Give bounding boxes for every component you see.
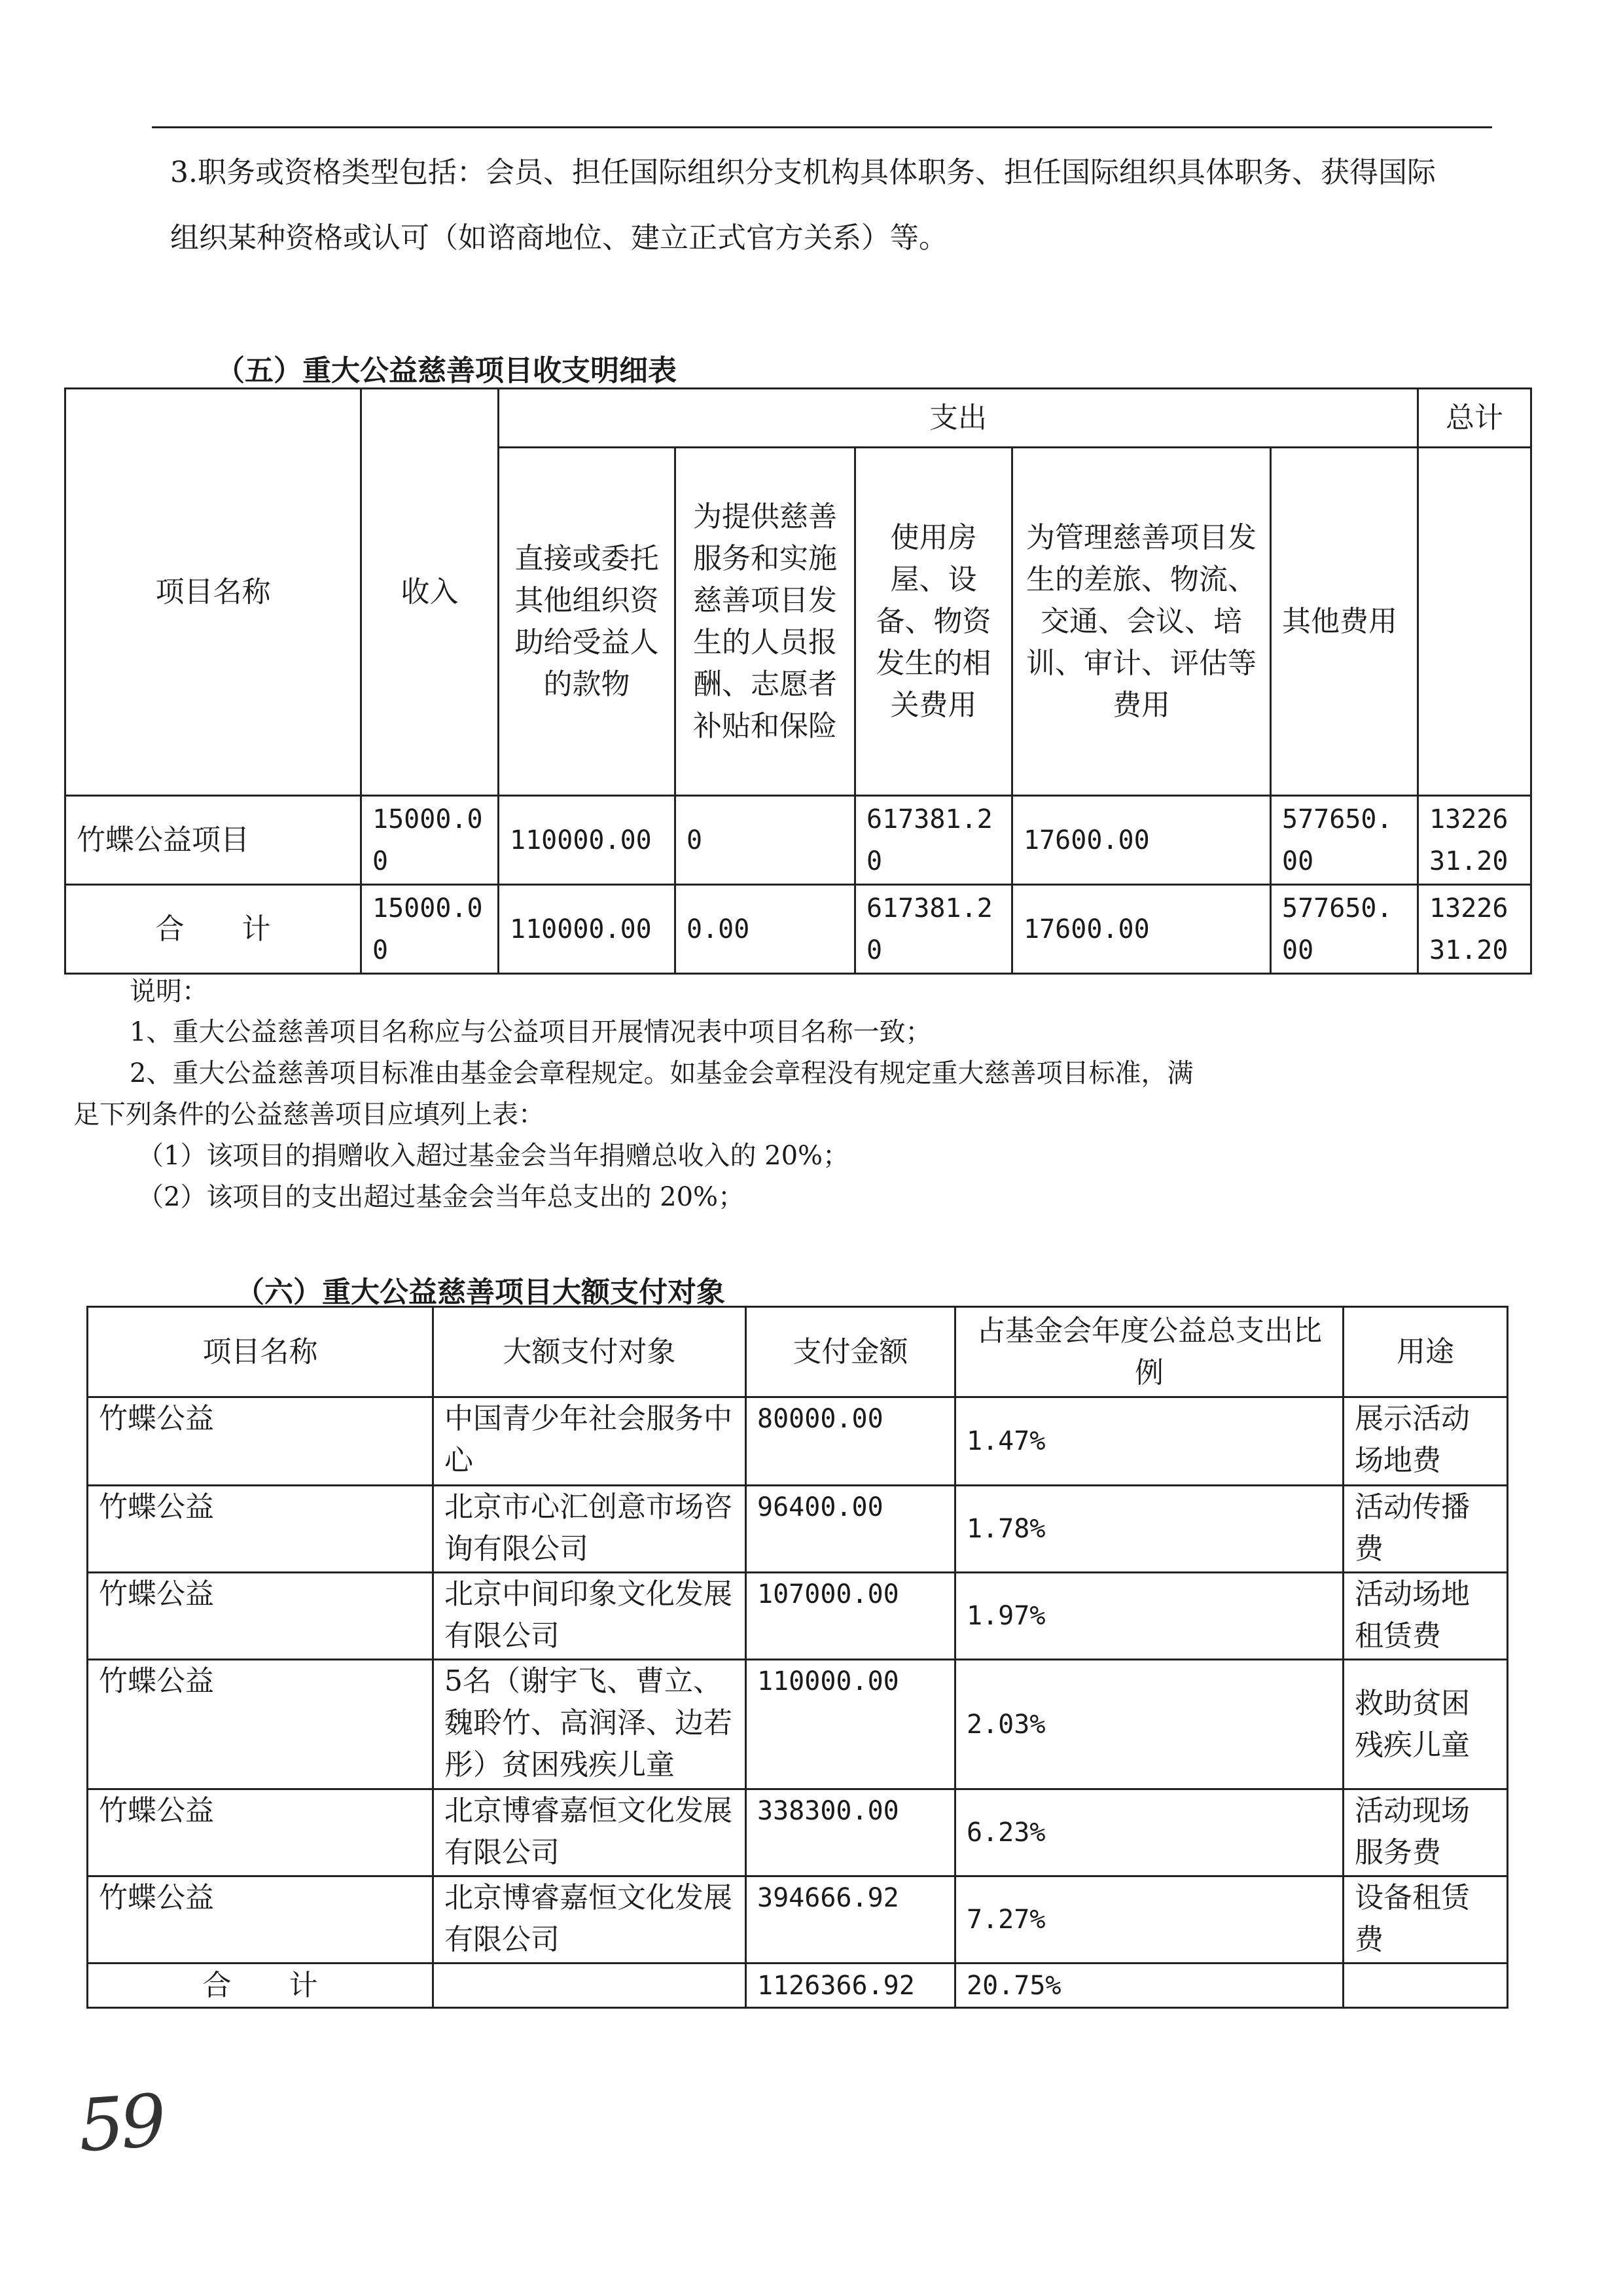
- row-amount: 80000.00: [746, 1397, 955, 1486]
- row-total: 1322631.20: [1418, 885, 1531, 974]
- header-payee: 大额支付对象: [433, 1307, 746, 1397]
- row-payee: 北京市心汇创意市场咨询有限公司: [433, 1486, 746, 1573]
- row-project: 竹蝶公益: [88, 1789, 433, 1876]
- row-project: 竹蝶公益: [88, 1573, 433, 1660]
- row-col2: 0: [675, 796, 855, 885]
- header-col2: 为提供慈善服务和实施慈善项目发生的人员报酬、志愿者补贴和保险: [675, 448, 855, 796]
- row-col5: 577650.00: [1271, 885, 1418, 974]
- row-col1: 110000.00: [499, 796, 675, 885]
- table-row: [65, 796, 1531, 885]
- note-4: （2）该项目的支出超过基金会当年总支出的 20%；: [137, 1182, 745, 1212]
- row-col4: 17600.00: [1012, 885, 1271, 974]
- notes-title: 说明：: [130, 977, 208, 1007]
- section6-title: （六）重大公益慈善项目大额支付对象: [236, 1276, 725, 1309]
- table-row-total: [88, 1964, 1508, 2008]
- header-ratio: 占基金会年度公益总支出比例: [955, 1307, 1344, 1397]
- total-payee: [433, 1964, 746, 2008]
- total-ratio: 20.75%: [955, 1964, 1344, 2008]
- section5-title: （五）重大公益慈善项目收支明细表: [216, 354, 677, 387]
- row-payee: 北京博睿嘉恒文化发展有限公司: [433, 1789, 746, 1876]
- income-expense-table: [64, 387, 1532, 975]
- header-amount: 支付金额: [746, 1307, 955, 1397]
- table-row: [88, 1660, 1508, 1789]
- header-total-blank: [1418, 448, 1531, 796]
- table-row: [88, 1573, 1508, 1660]
- row-ratio: 1.97%: [955, 1573, 1344, 1660]
- handwritten-page-number: 59: [75, 2078, 166, 2168]
- row-amount: 110000.00: [746, 1660, 955, 1789]
- row-col5: 577650.00: [1271, 796, 1418, 885]
- row-col3: 617381.20: [855, 885, 1012, 974]
- row-payee: 北京中间印象文化发展有限公司: [433, 1573, 746, 1660]
- header-purpose: 用途: [1344, 1307, 1508, 1397]
- row-ratio: 7.27%: [955, 1876, 1344, 1964]
- row-purpose: 设备租赁费: [1344, 1876, 1508, 1964]
- header-income: 收入: [361, 389, 499, 796]
- intro-line-1: 3.职务或资格类型包括：会员、担任国际组织分支机构具体职务、担任国际组织具体职务、获得国际: [170, 156, 1436, 189]
- row-amount: 338300.00: [746, 1789, 955, 1876]
- header-rule: [152, 126, 1492, 128]
- header-project: 项目名称: [88, 1307, 433, 1397]
- row-income: 15000.00: [361, 796, 499, 885]
- row-ratio: 1.47%: [955, 1397, 1344, 1486]
- header-col1: 直接或委托其他组织资助给受益人的款物: [499, 448, 675, 796]
- large-payments-table: [86, 1306, 1508, 2009]
- row-payee: 中国青少年社会服务中心: [433, 1397, 746, 1486]
- header-project: 项目名称: [65, 389, 361, 796]
- row-name: 竹蝶公益项目: [65, 796, 361, 885]
- table-row: [88, 1876, 1508, 1964]
- row-purpose: 展示活动场地费: [1344, 1397, 1508, 1486]
- row-payee: 北京博睿嘉恒文化发展有限公司: [433, 1876, 746, 1964]
- row-payee: 5名（谢宇飞、曹立、魏聆竹、高润泽、边若彤）贫困残疾儿童: [433, 1660, 746, 1789]
- row-col3: 617381.20: [855, 796, 1012, 885]
- row-income: 15000.00: [361, 885, 499, 974]
- row-project: 竹蝶公益: [88, 1397, 433, 1486]
- row-purpose: 活动场地租赁费: [1344, 1573, 1508, 1660]
- total-purpose: [1344, 1964, 1508, 2008]
- row-purpose: 活动现场服务费: [1344, 1789, 1508, 1876]
- note-2b: 足下列条件的公益慈善项目应填列上表：: [73, 1100, 544, 1130]
- row-ratio: 6.23%: [955, 1789, 1344, 1876]
- header-col3: 使用房屋、设备、物资发生的相关费用: [855, 448, 1012, 796]
- row-col2: 0.00: [675, 885, 855, 974]
- note-3: （1）该项目的捐赠收入超过基金会当年捐赠总收入的 20%；: [137, 1141, 849, 1171]
- row-purpose: 活动传播费: [1344, 1486, 1508, 1573]
- row-amount: 107000.00: [746, 1573, 955, 1660]
- row-col1: 110000.00: [499, 885, 675, 974]
- row-project: 竹蝶公益: [88, 1876, 433, 1964]
- header-col5: 其他费用: [1271, 448, 1418, 796]
- table-row: [88, 1789, 1508, 1876]
- header-total: 总计: [1418, 389, 1531, 448]
- note-2a: 2、重大公益慈善项目标准由基金会章程规定。如基金会章程没有规定重大慈善项目标准，满: [130, 1058, 1194, 1088]
- row-ratio: 1.78%: [955, 1486, 1344, 1573]
- row-name: 合 计: [65, 885, 361, 974]
- intro-line-2: 组织某种资格或认可（如谘商地位、建立正式官方关系）等。: [170, 221, 948, 255]
- row-ratio: 2.03%: [955, 1660, 1344, 1789]
- header-col4: 为管理慈善项目发生的差旅、物流、交通、会议、培训、审计、评估等费用: [1012, 448, 1271, 796]
- header-expense: 支出: [499, 389, 1418, 448]
- note-1: 1、重大公益慈善项目名称应与公益项目开展情况表中项目名称一致；: [130, 1017, 932, 1047]
- table-row: [65, 885, 1531, 974]
- total-label: 合 计: [88, 1964, 433, 2008]
- row-col4: 17600.00: [1012, 796, 1271, 885]
- row-amount: 394666.92: [746, 1876, 955, 1964]
- table-row: [88, 1397, 1508, 1486]
- row-total: 1322631.20: [1418, 796, 1531, 885]
- row-amount: 96400.00: [746, 1486, 955, 1573]
- row-purpose: 救助贫困残疾儿童: [1344, 1660, 1508, 1789]
- row-project: 竹蝶公益: [88, 1486, 433, 1573]
- total-amount: 1126366.92: [746, 1964, 955, 2008]
- row-project: 竹蝶公益: [88, 1660, 433, 1789]
- table-row: [88, 1486, 1508, 1573]
